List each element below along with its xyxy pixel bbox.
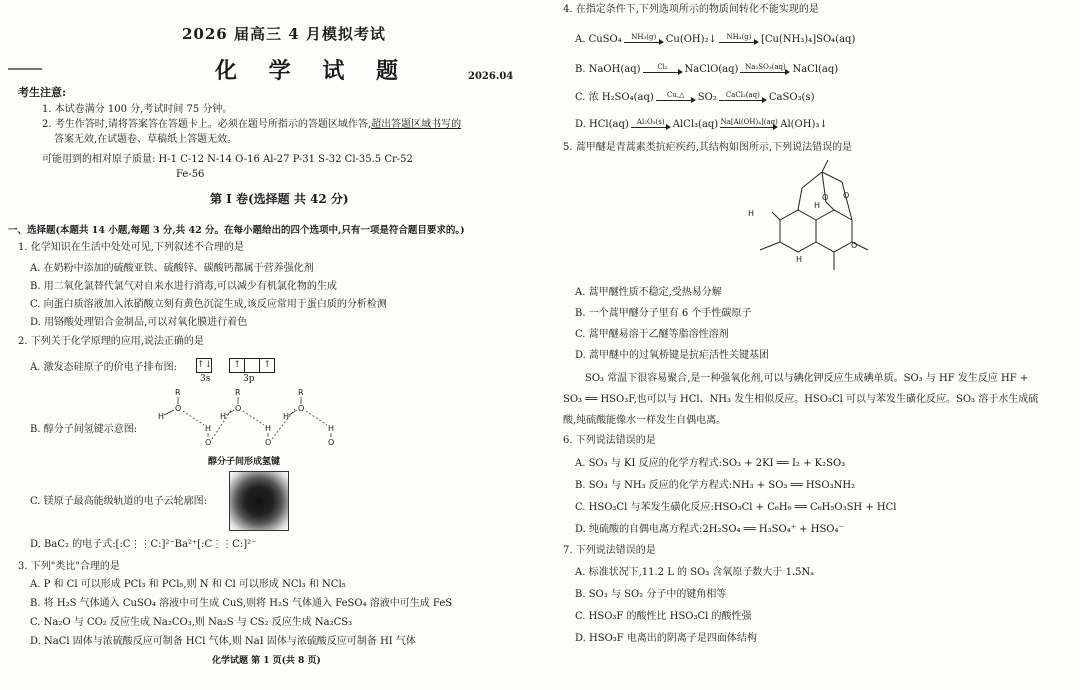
- right-page: [545, 0, 1080, 690]
- q6-option-d: D. 纯硫酸的自偶电离方程式:2H₂SO₄ ══ H₃SO₄⁺ + HSO₄⁻: [575, 524, 844, 535]
- q5-option-b: B. 一个蒿甲醚分子里有 6 个手性碳原子: [575, 308, 752, 319]
- q7-option-b: B. SO₃ 与 SO₂ 分子中的键角相等: [575, 589, 727, 600]
- hydrogen-bond-caption: 醇分子间形成氢键: [208, 457, 281, 467]
- q5-option-a: A. 蒿甲醚性质不稳定,受热易分解: [575, 287, 722, 298]
- svg-text:H: H: [220, 412, 227, 421]
- q4-option-b: B. NaOH(aq) Cl₂ NaClO(aq) Na₂SO₃(aq) NaCl(aq): [575, 62, 839, 75]
- q2-option-d: D. BaC₂ 的电子式:[:C⋮⋮C:]²⁻Ba²⁺[:C⋮⋮C:]²⁻: [30, 539, 257, 550]
- svg-text:H: H: [205, 424, 212, 433]
- hydrogen-bond-diagram: [150, 385, 350, 450]
- notice-item-2-cont: 答案无效,在试题卷、草稿纸上答题无效。: [54, 134, 238, 145]
- scan-mark: [8, 68, 42, 70]
- q3-option-a: A. P 和 Cl 可以形成 PCl₃ 和 PCl₅,则 N 和 Cl 可以形成 NCl₃ 和 NCl₅: [30, 579, 346, 590]
- reaction-arrow: NH₃(g): [624, 35, 664, 45]
- svg-text:H: H: [265, 424, 272, 433]
- orbital-label-3s: 3s: [200, 374, 211, 384]
- section-title: 第 I 卷(选择题 共 42 分): [210, 192, 349, 206]
- atomic-masses-cont: Fe-56: [176, 169, 205, 180]
- reaction-arrow: Na₂SO₃(aq): [740, 65, 790, 75]
- q7-option-d: D. HSO₃F 电离出的阴离子是四面体结构: [575, 633, 757, 644]
- section-instruction: 一、选择题(本题共 14 小题,每题 3 分,共 42 分。在每小题给出的四个选项中,只有一项是符合题目要求的。): [8, 225, 465, 236]
- exam-date: 2026.04: [468, 71, 514, 82]
- notice-item-1: 1. 本试卷满分 100 分,考试时间 75 分钟。: [42, 104, 233, 115]
- svg-text:R: R: [235, 388, 241, 397]
- q7-option-a: A. 标准状况下,11.2 L 的 SO₃ 含氧原子数大于 1.5Nₐ: [575, 567, 815, 578]
- electron-cloud-image: [229, 471, 289, 531]
- svg-text:H: H: [328, 424, 335, 433]
- svg-text:H: H: [814, 201, 821, 210]
- reaction-arrow: CaCl₂(aq): [719, 93, 767, 103]
- exam-name: 2026 届高三 4 月模拟考试: [182, 25, 386, 43]
- artemether-structure: [740, 158, 875, 278]
- q4-option-c: C. 浓 H₂SO₄(aq) Cu,△ SO₂ CaCl₂(aq) CaSO₃(s): [575, 90, 815, 103]
- orbital-3p-box-1: ↑: [229, 358, 245, 373]
- svg-text:O: O: [298, 404, 305, 413]
- q2-option-a: A. 激发态硅原子的价电子排布图:: [30, 362, 177, 373]
- svg-text:O: O: [265, 438, 272, 447]
- notice-item-2: 2. 考生作答时,请将答案答在答题卡上。必须在题号所指示的答题区域作答,超出答题区域书写的: [42, 119, 462, 130]
- svg-text:O: O: [822, 193, 829, 202]
- svg-text:H: H: [748, 209, 755, 218]
- q4-option-d: D. HCl(aq) Al₂O₃(s) AlCl₃(aq) Na[Al(OH)₄](aq) Al(OH)₃↓: [575, 117, 828, 130]
- q1-option-a: A. 在奶粉中添加的硫酸亚铁、硫酸锌、碳酸钙都属于营养强化剂: [30, 263, 314, 274]
- svg-text:H: H: [796, 255, 803, 264]
- svg-text:H: H: [283, 412, 290, 421]
- q6-stem: 6. 下列说法错误的是: [563, 435, 656, 446]
- q5-option-c: C. 蒿甲醚易溶于乙醚等脂溶性溶剂: [575, 329, 729, 340]
- q6-option-b: B. SO₃ 与 NH₃ 反应的化学方程式:NH₃ + SO₃ ══ HSO₃NH₂: [575, 480, 856, 491]
- svg-text:O: O: [205, 438, 212, 447]
- page-footer: 化学试题 第 1 页(共 8 页): [212, 656, 321, 666]
- q2-stem: 2. 下列关于化学原理的应用,说法正确的是: [18, 336, 204, 347]
- q1-stem: 1. 化学知识在生活中处处可见,下列叙述不合理的是: [18, 242, 244, 253]
- q7-option-c: C. HSO₃F 的酸性比 HSO₃Cl 的酸性强: [575, 611, 752, 622]
- q2-option-b: B. 醇分子间氢键示意图:: [30, 424, 138, 435]
- passage-line-1: SO₃ 常温下很容易聚合,是一种强氧化剂,可以与碘化钾反应生成碘单质。SO₃ 与 HF 发生反应 HF +: [585, 373, 1029, 384]
- q4-option-a: A. CuSO₄ NH₃(g) Cu(OH)₂↓ NH₃(g) [Cu(NH₃)₄]SO₄(aq): [575, 32, 856, 45]
- svg-text:H: H: [158, 412, 165, 421]
- reaction-arrow: NH₃(g): [719, 35, 759, 45]
- q3-option-d: D. NaCl 固体与浓硫酸反应可制备 HCl 气体,则 NaI 固体与浓硫酸反应可制备 HI 气体: [30, 636, 416, 647]
- q1-option-d: D. 用铬酸处理铝合金制品,可以对氧化膜进行着色: [30, 317, 248, 328]
- q4-stem: 4. 在指定条件下,下列选项所示的物质间转化不能实现的是: [563, 4, 819, 15]
- reaction-arrow: Cu,△: [656, 93, 696, 103]
- reaction-arrow: Na[Al(OH)₄](aq): [720, 120, 778, 130]
- reaction-arrow: Cl₂: [643, 65, 683, 75]
- subject-title: 化 学 试 题: [215, 58, 410, 84]
- q7-stem: 7. 下列说法错误的是: [563, 545, 656, 556]
- q6-option-c: C. HSO₃Cl 与苯发生磺化反应:HSO₃Cl + C₆H₆ ══ C₆H₅O₃SH + HCl: [575, 502, 897, 513]
- q5-stem: 5. 蒿甲醚是青蒿素类抗疟疾药,其结构如图所示,下列说法错误的是: [563, 142, 853, 153]
- svg-text:R: R: [298, 388, 304, 397]
- svg-text:R: R: [175, 388, 181, 397]
- q6-option-a: A. SO₃ 与 KI 反应的化学方程式:SO₃ + 2KI ══ I₂ + K₂SO₃: [575, 458, 846, 469]
- atomic-masses: 可能用到的相对原子质量: H-1 C-12 N-14 O-16 Al-27 P-31 S-32 Cl-35.5 Cr-52: [42, 154, 413, 165]
- orbital-3p-box-2: [244, 358, 260, 373]
- svg-text:O: O: [175, 404, 182, 413]
- svg-text:O: O: [851, 241, 858, 250]
- orbital-3p-box-3: ↑: [259, 358, 275, 373]
- reaction-arrow: Al₂O₃(s): [631, 120, 671, 130]
- svg-text:O: O: [328, 438, 335, 447]
- notice-heading: 考生注意:: [18, 86, 67, 99]
- orbital-diagram: [196, 355, 274, 374]
- q3-stem: 3. 下列"类比"合理的是: [18, 561, 120, 572]
- q1-option-b: B. 用二氧化氯替代氯气对自来水进行消毒,可以减少有机氯化物的生成: [30, 281, 337, 292]
- svg-text:O: O: [235, 404, 242, 413]
- q3-option-b: B. 将 H₂S 气体通入 CuSO₄ 溶液中可生成 CuS,则将 H₂S 气体通入 FeSO₄ 溶液中可生成 FeS: [30, 598, 453, 609]
- svg-text:O: O: [843, 191, 850, 200]
- q1-option-c: C. 向蛋白质溶液加入浓硝酸立刻有黄色沉淀生成,该反应常用于蛋白质的分析检测: [30, 299, 387, 310]
- q3-option-c: C. Na₂O 与 CO₂ 反应生成 Na₂CO₃,则 Na₂S 与 CS₂ 反应生成 Na₂CS₃: [30, 617, 353, 628]
- passage-line-3: 酸,纯硫酸能像水一样发生自偶电离。: [563, 415, 727, 426]
- q5-option-d: D. 蒿甲醚中的过氧桥键是抗疟活性关键基团: [575, 350, 770, 361]
- orbital-label-3p: 3p: [243, 374, 255, 384]
- orbital-3s-box: ↑↓: [196, 358, 212, 373]
- q2-option-c: C. 镁原子最高能级轨道的电子云轮廓图:: [30, 496, 208, 507]
- passage-line-2: SO₃ ══ HSO₃F,也可以与 HCl、NH₃ 发生相似反应。HSO₃Cl 可以与苯发生磺化反应。SO₃ 溶于水生成硫: [563, 394, 1039, 405]
